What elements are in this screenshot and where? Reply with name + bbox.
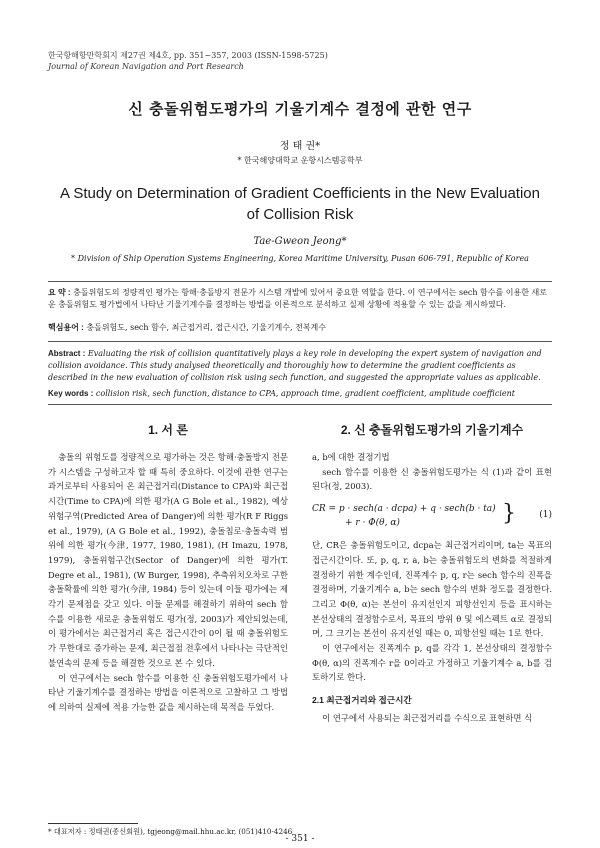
keywords-korean-text: 충돌위험도, sech 함수, 최근접거리, 접근시간, 기울기계수, 전복계수: [86, 323, 327, 332]
section-1-paragraph-2: 이 연구에서는 sech 함수를 이용한 신 충돌위험도평가에서 나타난 기울기계수를 결정하는 방법을 이론적으로 고찰하고 그 방법에 의하여 실제에 적용 가능한 값을 제시하는데 목적을 두었다.: [48, 672, 288, 712]
equation-1-brace: }: [502, 501, 516, 527]
section-2-heading: 2. 신 충돌위험도평가의 기울기계수: [340, 423, 524, 437]
section-2-paragraph-3: 단, CR은 충돌위험도이고, dcpa는 최근접거리이며, ta는 목표의 접근시간이다. 또, p, q, r, a, b는 충돌위험도의 변화를 적절하게 결정하기 위한 계수인데, 진폭계수 p, q, r는 sech 함수의 진폭을 결정하며, 기울기계수 a, b는 sech 함수의 변화 정도를 결정한다. 그리고 Φ(θ, α)는 본선이 유지선인지 피항선인지 등을 표시하는 본선상태의 결정함수로서, 목표의 방위 θ 및 에스펙트 α로 결정되며, 그 크기는 본선이 유지선일 때는 0, 피항선일 때는 1로 한다.: [312, 540, 552, 639]
footnote: * 대표저자 : 정태권(종신회원), tgjeong@mail.hhu.ac.kr, (051)410-4246: [48, 827, 293, 836]
divider-middle: [48, 341, 552, 342]
subsection-2-1-heading: 2.1 최근접거리와 접근시간: [312, 695, 412, 706]
abstract-english: [48, 348, 552, 384]
keywords-english-label: Key words :: [48, 389, 94, 398]
keywords-korean: [48, 322, 552, 334]
equation-1-number: (1): [539, 510, 552, 521]
abstract-english-label: Abstract :: [48, 349, 86, 358]
section-2-paragraph-1: a, b에 대한 결정기법: [312, 452, 390, 462]
section-2-paragraph-4: 이 연구에서는 진폭계수 p, q를 각각 1, 본선상태의 결정함수 Φ(θ, α)의 진폭계수 r을 0이라고 가정하고 기울기계수 a, b를 검토하기로 한다.: [312, 643, 552, 683]
equation-1-line-1: CR = p · sech(a · dcpa) + q · sech(b · ta): [312, 504, 496, 515]
journal-header: [48, 50, 328, 72]
affiliation-korean: * 한국해양대학교 운항시스템공학부: [237, 156, 363, 165]
journal-name: Journal of Korean Navigation and Port Research: [48, 62, 244, 71]
abstract-english-text: Evaluating the risk of collision quantitatively plays a key role in developing the expert system of navigation and collision avoidance. This study analysed theoretically and thoroughly how to determine the gradient coefficients as described in the new evaluation of collision risk using sech function, and suggested the appropriate values as applicable.: [48, 349, 542, 382]
journal-citation: 한국항해항만학회지 제27권 제4호, pp. 351~357, 2003 (ISSN-1598-5725): [48, 51, 328, 60]
keywords-english-text: collision risk, sech function, distance to CPA, approach time, gradient coefficient, amplitude coefficient: [95, 389, 515, 398]
section-2-paragraph-5: 이 연구에서 사용되는 최근접거리를 수식으로 표현하면 식: [322, 712, 533, 723]
divider-top: [48, 281, 552, 282]
page-number: - 351 -: [285, 834, 315, 844]
divider-bottom: [48, 404, 552, 405]
author-korean: 정 태 권*: [279, 141, 321, 152]
keywords-korean-label: 핵심용어 :: [48, 323, 84, 332]
equation-1-line-2: + r · Φ(θ, α): [345, 518, 400, 529]
title-korean: 신 충돌위험도평가의 기울기계수 결정에 관한 연구: [128, 100, 472, 118]
section-2-paragraph-2: sech 함수를 이용한 신 충돌위험도평가는 식 (1)과 같이 표현된다(정, 2003).: [312, 466, 552, 492]
column-left: [48, 422, 288, 715]
title-english: A Study on Determination of Gradient Coefficients in the New Evaluation of Collision Risk: [60, 185, 540, 223]
abstract-korean-text: 충돌위험도의 정량적인 평가는 항해·충돌방지 전문가 시스템 개발에 있어서 중요한 역할을 한다. 이 연구에서는 sech 함수를 이용한 새로운 충돌위험도 평가법에서 나타난 기울기계수를 결정하는 방법을 이론적으로 분석하고 실제 상황에 적용할 수 있는 값을 제시하였다.: [48, 288, 547, 309]
column-right: [312, 422, 552, 726]
equation-1: [312, 498, 552, 534]
section-1-paragraph-1: 충돌의 위험도를 정량적으로 평가하는 것은 항해·충돌방지 전문가 시스템을 구성하고자 할 때 특히 중요하다. 이것에 관한 연구는 과거로부터 사용되어 온 최근접거리(Distance to CPA)와 최근접시간(Time to CPA)에 의한 평가(A G Bole et al., 1982), 예상위험구역(Predicted Area of Danger)에 의한 평가(R F Riggs et al., 1979), (A G Bole et al., 1992), 충돌침로·충돌속력 범위에 의한 평가(今津, 1977, 1980, 1981), (H Imazu, 1978, 1979), 충돌위험구간(Sector of Danger)에 의한 평가(T. Degre et al., 1981), (W Burger, 1998), 추측위치오차로 구한 충돌확률에 의한 평가(今津, 1984) 등이 있는데 이들 평가에는 제각기 문제점을 갖고 있다. 이들 문제를 해결하기 위하여 sech 함수를 이용한 새로운 충돌위험도 평가(정, 2003)가 제안되었는데, 이 평가에서는 최근접거리 혹은 접근시간이 0이 될 때 충돌위험도가 무한대로 증가하는 문제, 최근접점 전후에서 나타나는 극단적인 불연속의 문제 등을 해결한 것으로 본 수 있다.: [48, 452, 288, 668]
affiliation-english: * Division of Ship Operation Systems Engineering, Korea Maritime University, Pusan 606-791, Republic of Korea: [71, 254, 529, 263]
keywords-english: [48, 388, 552, 400]
section-1-heading: 1. 서 론: [148, 423, 188, 437]
abstract-korean-label: 요 약 :: [48, 288, 71, 297]
footnote-rule: [48, 823, 138, 824]
author-english: Tae-Gweon Jeong*: [253, 236, 347, 247]
abstract-korean: [48, 287, 552, 311]
